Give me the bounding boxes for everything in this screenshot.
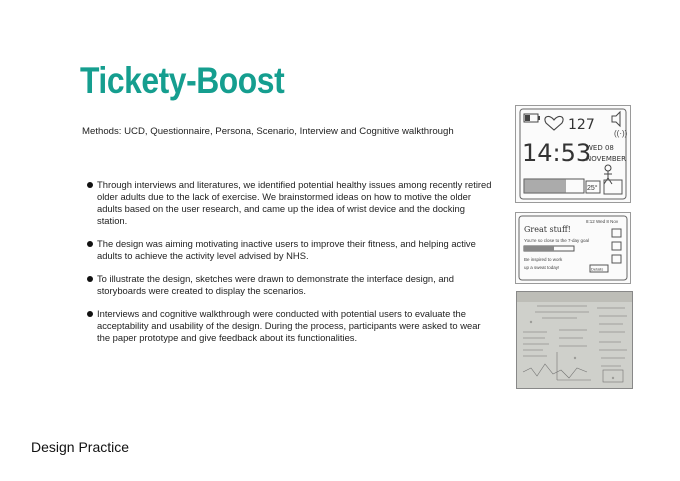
notification-drawing bbox=[516, 213, 630, 283]
bullet-item bbox=[84, 179, 494, 227]
bullet-dot bbox=[87, 182, 93, 188]
bullet-text: Through interviews and literatures, we identified potential healthy issues among recently retired older adults due to the lack of exercise. We brainstormed ideas on how to motive the older adults based on the user research, and came up the idea of wrist device and the docking station. bbox=[97, 179, 492, 226]
person-icon bbox=[604, 165, 612, 184]
notification-line-2: Be inspired to work bbox=[524, 257, 563, 262]
progress-bar bbox=[524, 179, 584, 193]
battery-icon bbox=[524, 114, 540, 122]
notification-line-3: up a sweat today! bbox=[524, 265, 560, 270]
bullet-text: The design was aiming motivating inactive users to improve their fitness, and helping active adults to achieve the activity level advised by NHS. bbox=[97, 238, 476, 261]
bullet-dot bbox=[87, 311, 93, 317]
bullet-dot bbox=[87, 276, 93, 282]
heart-rate-value: 127 bbox=[568, 117, 595, 133]
time-display: 14:53 bbox=[522, 139, 592, 167]
bullet-item bbox=[84, 273, 494, 297]
notification-headline: Great stuff! bbox=[524, 225, 571, 234]
temperature-value: 25° bbox=[587, 185, 598, 192]
notification-header: 8:12 Wed 8 Nov bbox=[586, 219, 619, 224]
whiteboard-drawing bbox=[517, 292, 632, 388]
bullet-item bbox=[84, 308, 494, 344]
bullet-list bbox=[84, 179, 494, 355]
footer-label: Design Practice bbox=[31, 439, 130, 455]
wrist-screen-drawing bbox=[516, 106, 630, 202]
whiteboard-photo bbox=[516, 291, 633, 389]
heart-icon bbox=[545, 116, 563, 130]
bullet-text: To illustrate the design, sketches were drawn to demonstrate the interface design, and storyboards were created to display the scenarios. bbox=[97, 273, 454, 296]
month-display: NOVEMBER bbox=[586, 155, 626, 163]
sketch-wrist-screen bbox=[515, 105, 631, 203]
bullet-dot bbox=[87, 241, 93, 247]
sketch-notification-screen bbox=[515, 212, 631, 284]
day-display: WED 08 bbox=[586, 144, 614, 152]
wifi-icon: ((·)) bbox=[614, 129, 628, 138]
bullet-text: Interviews and cognitive walkthrough were conducted with potential users to evaluate the acceptability and usability of the design. During the process, participants were asked to wear the paper prototype and give feedback about its functionalities. bbox=[97, 308, 481, 343]
methods-line: Methods: UCD, Questionnaire, Persona, Scenario, Interview and Cognitive walkthrough bbox=[82, 126, 454, 137]
notification-button: Details bbox=[591, 266, 604, 272]
notification-line-1: You're so close to the 7-day goal bbox=[524, 238, 589, 243]
page-title: Tickety-Boost bbox=[80, 60, 285, 101]
bullet-item bbox=[84, 238, 494, 262]
speaker-icon bbox=[612, 112, 620, 126]
